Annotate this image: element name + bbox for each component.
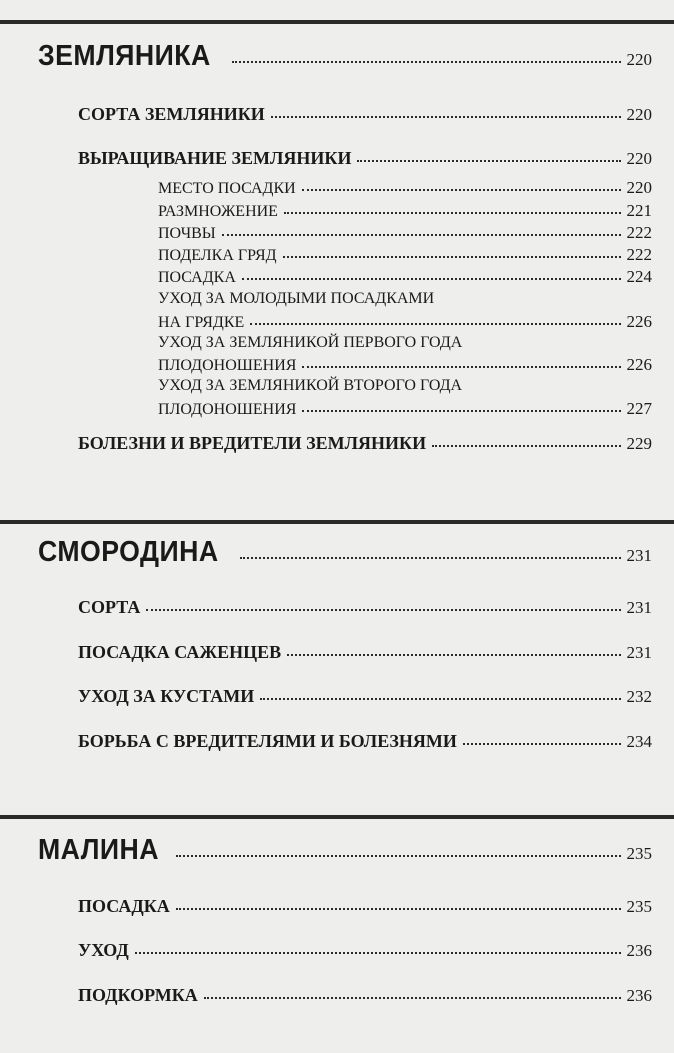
- entry-title: МЕСТО ПОСАДКИ: [158, 180, 296, 197]
- dot-leader: [204, 997, 621, 999]
- dot-leader: [232, 61, 621, 63]
- entry-title: ПЛОДОНОШЕНИЯ: [158, 401, 297, 418]
- page-number: 231: [626, 546, 652, 565]
- entry-title: ПОДЕЛКА ГРЯД: [158, 247, 277, 264]
- dot-leader: [302, 410, 620, 412]
- page-number: 236: [626, 941, 652, 960]
- entry-title: ВЫРАЩИВАНИЕ ЗЕМЛЯНИКИ: [78, 148, 352, 168]
- entry-title: УХОД ЗА КУСТАМИ: [78, 686, 255, 706]
- entry-title: УХОД: [78, 940, 129, 960]
- dot-leader: [302, 366, 620, 368]
- entry-title: ПОДКОРМКА: [78, 985, 198, 1005]
- entry-title: БОРЬБА С ВРЕДИТЕЛЯМИ И БОЛЕЗНЯМИ: [78, 731, 457, 751]
- toc-entry[interactable]: [78, 985, 652, 1006]
- dot-leader: [432, 445, 620, 447]
- dot-leader: [176, 855, 621, 857]
- toc-section-currant[interactable]: [38, 536, 652, 569]
- entry-title: ПОСАДКА САЖЕНЦЕВ: [78, 642, 282, 662]
- section-divider: [0, 815, 674, 819]
- dot-leader: [240, 557, 620, 559]
- toc-subentry[interactable]: [158, 223, 652, 243]
- toc-entry[interactable]: [78, 104, 652, 125]
- entry-title: РАЗМНОЖЕНИЕ: [158, 203, 278, 220]
- toc-subentry[interactable]: [158, 399, 652, 419]
- toc-subentry[interactable]: [158, 355, 652, 375]
- page-number: 235: [626, 844, 652, 863]
- dot-leader: [287, 654, 620, 656]
- page-number: 226: [626, 312, 652, 331]
- page-number: 227: [626, 399, 652, 418]
- page-number: 232: [626, 687, 652, 706]
- dot-leader: [222, 234, 621, 236]
- page-number: 221: [626, 201, 652, 220]
- toc-entry[interactable]: [78, 686, 652, 707]
- page-number: 234: [626, 732, 652, 751]
- toc-entry[interactable]: [78, 148, 652, 169]
- dot-leader: [242, 278, 621, 280]
- entry-title: СОРТА ЗЕМЛЯНИКИ: [78, 104, 265, 124]
- entry-title: ПОСАДКА: [158, 269, 236, 286]
- dot-leader: [135, 952, 621, 954]
- toc-entry[interactable]: [78, 940, 652, 961]
- entry-title: ПОЧВЫ: [158, 225, 216, 242]
- toc-entry[interactable]: [78, 642, 652, 663]
- page-number: 222: [626, 245, 652, 264]
- toc-entry[interactable]: [78, 896, 652, 917]
- section-title: СМОРОДИНА: [38, 536, 219, 568]
- entry-title: ПОСАДКА: [78, 896, 170, 916]
- dot-leader: [176, 908, 621, 910]
- toc-subentry[interactable]: [158, 178, 652, 198]
- dot-leader: [271, 116, 621, 118]
- section-divider: [0, 20, 674, 24]
- entry-title: СОРТА: [78, 597, 141, 617]
- entry-title-line1: УХОД ЗА ЗЕМЛЯНИКОЙ ВТОРОГО ГОДА: [158, 377, 463, 394]
- dot-leader: [283, 256, 621, 258]
- section-divider: [0, 520, 674, 524]
- page-number: 231: [626, 598, 652, 617]
- entry-title-line1: УХОД ЗА МОЛОДЫМИ ПОСАДКАМИ: [158, 290, 435, 307]
- page-number: 229: [626, 434, 652, 453]
- dot-leader: [146, 609, 620, 611]
- page-number: 220: [626, 178, 652, 197]
- entry-title: НА ГРЯДКЕ: [158, 314, 245, 331]
- toc-section-strawberry[interactable]: [38, 40, 652, 73]
- dot-leader: [357, 160, 620, 162]
- toc-entry[interactable]: [78, 731, 652, 752]
- page-number: 231: [626, 643, 652, 662]
- page-number: 224: [626, 267, 652, 286]
- toc-entry[interactable]: [78, 433, 652, 454]
- toc-subentry[interactable]: [158, 201, 652, 221]
- toc-section-raspberry[interactable]: [38, 834, 652, 867]
- toc-entry[interactable]: [78, 597, 652, 618]
- dot-leader: [302, 189, 621, 191]
- page-number: 220: [626, 105, 652, 124]
- toc-subentry[interactable]: [158, 312, 652, 332]
- page-number: 236: [626, 986, 652, 1005]
- page-number: 220: [626, 149, 652, 168]
- dot-leader: [260, 698, 620, 700]
- entry-title: БОЛЕЗНИ И ВРЕДИТЕЛИ ЗЕМЛЯНИКИ: [78, 433, 427, 453]
- section-title: МАЛИНА: [38, 834, 160, 866]
- toc-subentry[interactable]: [158, 245, 652, 265]
- section-title: ЗЕМЛЯНИКА: [38, 40, 211, 72]
- page-number: 235: [626, 897, 652, 916]
- entry-title-line1: УХОД ЗА ЗЕМЛЯНИКОЙ ПЕРВОГО ГОДА: [158, 334, 463, 351]
- entry-title: ПЛОДОНОШЕНИЯ: [158, 357, 297, 374]
- page-number: 222: [626, 223, 652, 242]
- page-number: 226: [626, 355, 652, 374]
- page-number: 220: [626, 50, 652, 69]
- dot-leader: [250, 323, 620, 325]
- dot-leader: [463, 743, 621, 745]
- dot-leader: [284, 212, 621, 214]
- toc-subentry[interactable]: [158, 267, 652, 287]
